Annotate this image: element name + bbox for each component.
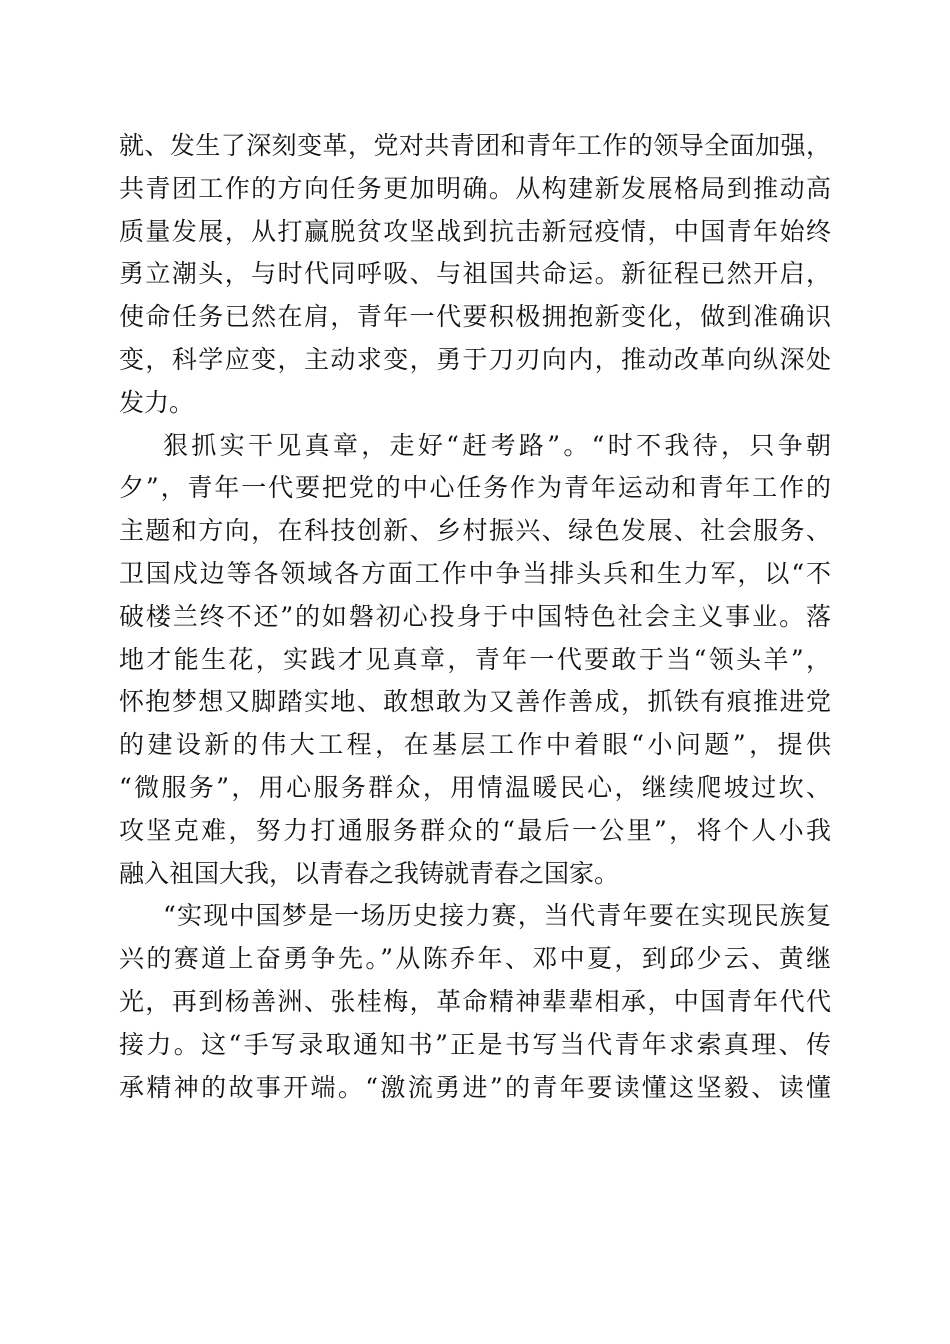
text-line-19: “实现中国梦是一场历史接力赛，当代青年要在实现民族复 — [163, 901, 831, 931]
text-line-7: 发力。 — [119, 387, 195, 417]
text-line-16: “微服务”，用心服务群众，用情温暖民心，继续爬坡过坎、 — [119, 772, 831, 802]
text-line-17: 攻坚克难，努力打通服务群众的“最后一公里”，将个人小我 — [119, 815, 831, 845]
text-line-21: 光，再到杨善洲、张桂梅，革命精神辈辈相承，中国青年代代 — [119, 986, 831, 1016]
text-line-10: 主题和方向，在科技创新、乡村振兴、绿色发展、社会服务、 — [119, 516, 831, 546]
text-line-5: 使命任务已然在肩，青年一代要积极拥抱新变化，做到准确识 — [119, 302, 831, 332]
text-line-2: 共青团工作的方向任务更加明确。从构建新发展格局到推动高 — [119, 173, 831, 203]
text-line-23: 承精神的故事开端。“激流勇进”的青年要读懂这坚毅、读懂 — [119, 1072, 831, 1102]
text-line-18: 融入祖国大我，以青春之我铸就青春之国家。 — [119, 858, 620, 888]
text-line-22: 接力。这“手写录取通知书”正是书写当代青年求索真理、传 — [119, 1029, 831, 1059]
text-line-1: 就、发生了深刻变革，党对共青团和青年工作的领导全面加强， — [119, 131, 831, 160]
text-line-4: 勇立潮头，与时代同呼吸、与祖国共命运。新征程已然开启， — [119, 259, 831, 289]
text-line-11: 卫国戍边等各领域各方面工作中争当排头兵和生力军，以“不 — [119, 558, 831, 588]
text-line-15: 的建设新的伟大工程，在基层工作中着眼“小问题”，提供 — [119, 730, 831, 760]
text-line-20: 兴的赛道上奋勇争先。”从陈乔年、邓中夏，到邱少云、黄继 — [119, 944, 831, 974]
text-line-12: 破楼兰终不还”的如磐初心投身于中国特色社会主义事业。落 — [119, 601, 831, 631]
text-line-3: 质量发展，从打赢脱贫攻坚战到抗击新冠疫情，中国青年始终 — [119, 216, 831, 246]
document-body — [119, 127, 831, 1111]
text-line-13: 地才能生花，实践才见真章，青年一代要敢于当“领头羊”， — [119, 644, 831, 674]
text-line-6: 变，科学应变，主动求变，勇于刀刃向内，推动改革向纵深处 — [119, 344, 831, 374]
text-line-9: 夕”，青年一代要把党的中心任务作为青年运动和青年工作的 — [119, 473, 831, 503]
text-line-14: 怀抱梦想又脚踏实地、敢想敢为又善作善成，抓铁有痕推进党 — [119, 687, 831, 717]
text-line-8: 狠抓实干见真章，走好“赶考路”。“时不我待，只争朝 — [163, 430, 831, 460]
